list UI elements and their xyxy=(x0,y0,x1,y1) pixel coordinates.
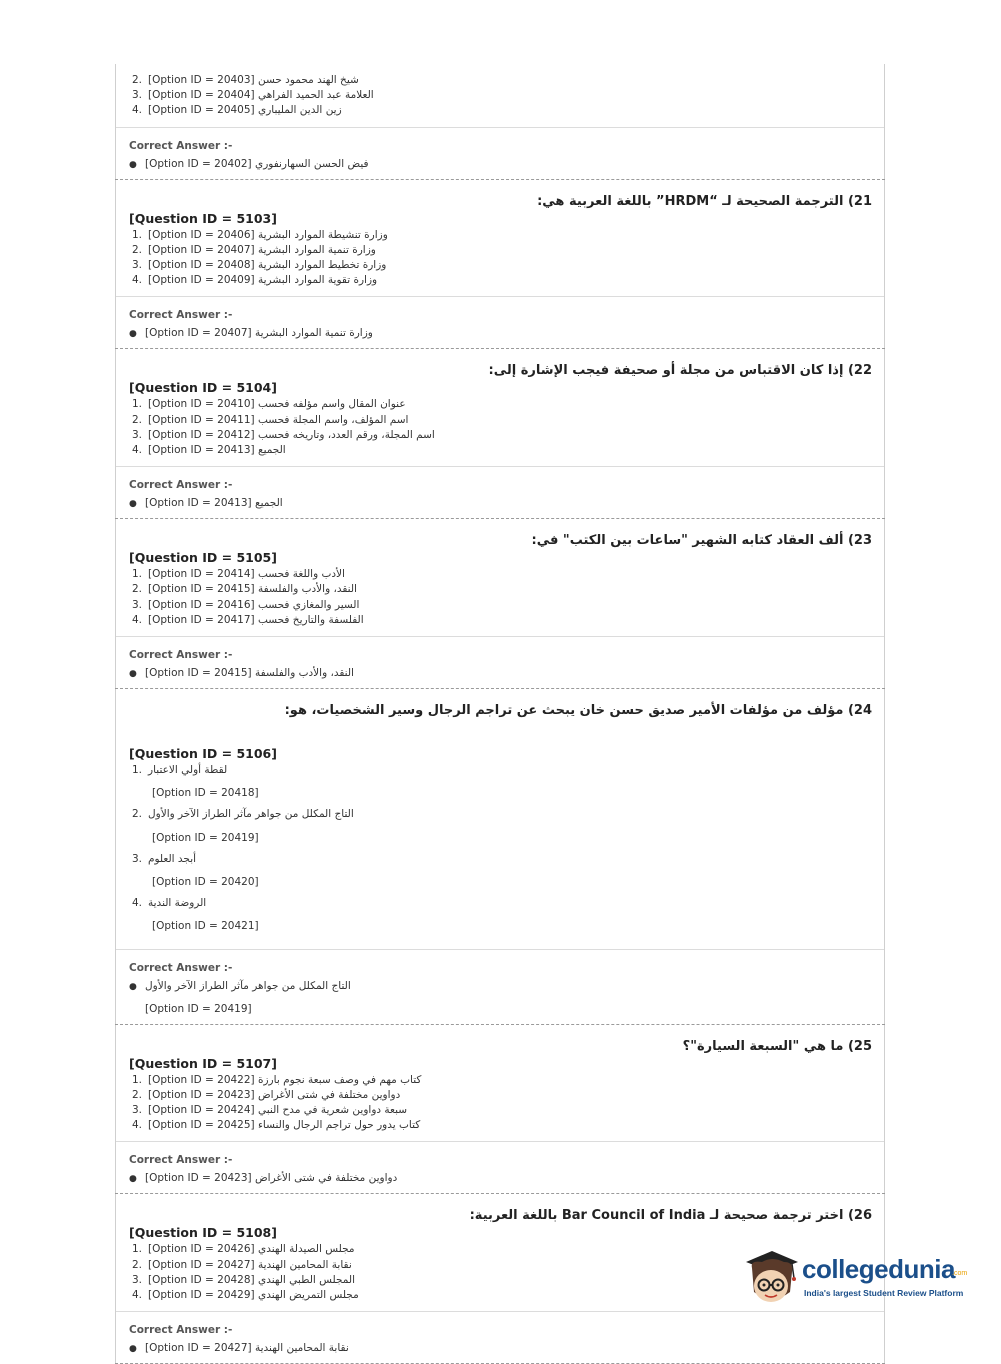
option-item: 1. مجلس الصيدلة الهندي [Option ID = 20426] xyxy=(131,1243,355,1256)
correct-answer-value: فيض الحسن السهارنفوري [Option ID = 20402] xyxy=(145,157,369,170)
question-block-25 xyxy=(115,1025,885,1194)
correct-answer-value: دواوين مختلفة في شتى الأغراض [Option ID = 20423] xyxy=(145,1172,398,1185)
option-list xyxy=(116,762,884,949)
bullet-icon: ● xyxy=(129,669,137,680)
logo-wordmark: collegedunia xyxy=(802,1254,955,1284)
option-item: 3. أبجد العلوم [Option ID = 20420] xyxy=(131,852,259,889)
correct-answer xyxy=(116,1311,884,1363)
question-id: [Question ID = 5108] xyxy=(129,1225,277,1241)
correct-answer-label: Correct Answer :- xyxy=(129,649,233,662)
bullet-icon: ● xyxy=(129,1344,137,1355)
question-id: [Question ID = 5107] xyxy=(129,1055,277,1071)
question-paper xyxy=(115,64,885,1364)
option-list xyxy=(116,566,884,636)
option-item: 4. وزارة تقوية الموارد البشرية [Option ID = 20409] xyxy=(131,274,378,287)
correct-answer xyxy=(116,949,884,1024)
option-item: 2. دواوين مختلفة في شتى الأغراض [Option ID = 20423] xyxy=(131,1088,401,1101)
bullet-icon: ● xyxy=(129,981,137,992)
option-list xyxy=(116,1072,884,1142)
correct-answer xyxy=(116,296,884,348)
option-list xyxy=(116,227,884,297)
question-title: 22) إذا كان الاقتباس من مجلة أو صحيفة فيجب الإشارة إلى: xyxy=(488,363,872,379)
correct-answer-label: Correct Answer :- xyxy=(129,1324,233,1337)
option-item: 2. التاج المكلل من جواهر مآثر الطراز الآخر والأول [Option ID = 20419] xyxy=(131,808,354,844)
option-item: 3. اسم المجلة، ورقم العدد، وتاريخه فحسب [Option ID = 20412] xyxy=(131,428,435,441)
option-item: 1. لقطة أولي الاعتبار [Option ID = 20418] xyxy=(131,764,259,800)
question-block-23 xyxy=(115,519,885,688)
bullet-icon: ● xyxy=(129,329,137,340)
option-item: 2. نقابة المحامين الهندية [Option ID = 20427] xyxy=(131,1258,352,1271)
option-item: 3. العلامة عبد الحميد الفراهي [Option ID = 20404] xyxy=(131,89,374,102)
option-item: 3. وزارة تخطيط الموارد البشرية [Option ID = 20408] xyxy=(131,259,387,272)
question-block-20 xyxy=(115,64,885,179)
correct-answer-id: [Option ID = 20419] xyxy=(145,1002,252,1015)
logo-suffix: .com xyxy=(952,1270,968,1277)
question-title: 21) الترجمة الصحيحة لـ “HRDM” باللغة العربية هي: xyxy=(537,193,872,209)
bullet-icon: ● xyxy=(129,499,137,510)
option-item: 1. الأدب واللغة فحسب [Option ID = 20414] xyxy=(131,568,345,581)
logo-tagline: India's largest Student Review Platform xyxy=(804,1288,964,1298)
question-id: [Question ID = 5105] xyxy=(129,550,277,566)
option-item: 2. شيخ الهند محمود حسن [Option ID = 20403] xyxy=(131,74,359,86)
mascot-icon xyxy=(742,1248,804,1308)
option-list xyxy=(116,64,884,127)
question-title: 25) ما هي "السبعة السيارة"؟ xyxy=(682,1038,872,1054)
question-id: [Question ID = 5106] xyxy=(129,746,277,762)
question-title: 24) مؤلف من مؤلفات الأمير صديق حسن خان يبحث عن تراجم الرجال وسير الشخصيات، هو: xyxy=(284,703,872,719)
option-item: 3. المجلس الطبي الهندي [Option ID = 20428] xyxy=(131,1273,355,1286)
option-item: 4. الجميع [Option ID = 20413] xyxy=(131,444,286,457)
bullet-icon: ● xyxy=(129,1174,137,1185)
question-id: [Question ID = 5103] xyxy=(129,210,277,226)
collegedunia-logo xyxy=(742,1248,972,1308)
option-item: 4. مجلس التمريض الهندي [Option ID = 20429] xyxy=(131,1289,359,1302)
question-block-21 xyxy=(115,180,885,349)
correct-answer xyxy=(116,127,884,179)
question-block-22 xyxy=(115,349,885,518)
option-item: 1. كتاب مهم في وصف سبعة نجوم بارزة [Option ID = 20422] xyxy=(131,1073,422,1086)
correct-answer xyxy=(116,1141,884,1193)
correct-answer-value: التاج المكلل من جواهر مآثر الطراز الآخر والأول xyxy=(145,979,351,992)
option-item: 2. اسم المؤلف، واسم المجلة فحسب [Option ID = 20411] xyxy=(131,413,409,426)
option-item: 2. النقد، والأدب والفلسفة [Option ID = 20415] xyxy=(131,583,357,596)
option-list xyxy=(116,396,884,466)
question-id: [Question ID = 5104] xyxy=(129,380,277,396)
option-item: 4. كتاب يدور حول تراجم الرجال والنساء [Option ID = 20425] xyxy=(131,1119,421,1132)
option-item: 3. السير والمغازي فحسب [Option ID = 20416] xyxy=(131,598,360,611)
bullet-icon: ● xyxy=(129,159,137,170)
correct-answer xyxy=(116,636,884,688)
option-item: 1. عنوان المقال واسم مؤلفه فحسب [Option ID = 20410] xyxy=(131,398,406,411)
correct-answer-label: Correct Answer :- xyxy=(129,309,233,322)
correct-answer-value: نقابة المحامين الهندية [Option ID = 20427] xyxy=(145,1342,349,1355)
option-item: 4. الروضة الندية [Option ID = 20421] xyxy=(131,897,259,933)
option-item: 4. الفلسفة والتاريخ فحسب [Option ID = 20417] xyxy=(131,613,364,626)
correct-answer xyxy=(116,466,884,518)
question-title: 26) اختر ترجمة صحيحة لـ Bar Council of India باللغة العربية: xyxy=(469,1208,872,1224)
option-item: 4. زين الدين المليباري [Option ID = 20405] xyxy=(131,104,342,117)
correct-answer-label: Correct Answer :- xyxy=(129,1154,233,1167)
correct-answer-label: Correct Answer :- xyxy=(129,961,233,974)
option-item: 3. سبعة دواوين شعرية في مدح النبي [Option ID = 20424] xyxy=(131,1104,408,1117)
option-item: 2. وزارة تنمية الموارد البشرية [Option ID = 20407] xyxy=(131,243,376,256)
correct-answer-value: النقد، والأدب والفلسفة [Option ID = 20415] xyxy=(145,667,354,680)
option-item: 1. وزارة تنشيطة الموارد البشرية [Option ID = 20406] xyxy=(131,228,388,241)
question-block-24 xyxy=(115,689,885,1024)
correct-answer-label: Correct Answer :- xyxy=(129,139,233,152)
question-title: 23) ألف العقاد كتابه الشهير "ساعات بين الكتب" في: xyxy=(531,533,872,549)
correct-answer-value: وزارة تنمية الموارد البشرية [Option ID = 20407] xyxy=(145,327,373,340)
correct-answer-label: Correct Answer :- xyxy=(129,479,233,492)
correct-answer-value: الجميع [Option ID = 20413] xyxy=(145,497,283,510)
